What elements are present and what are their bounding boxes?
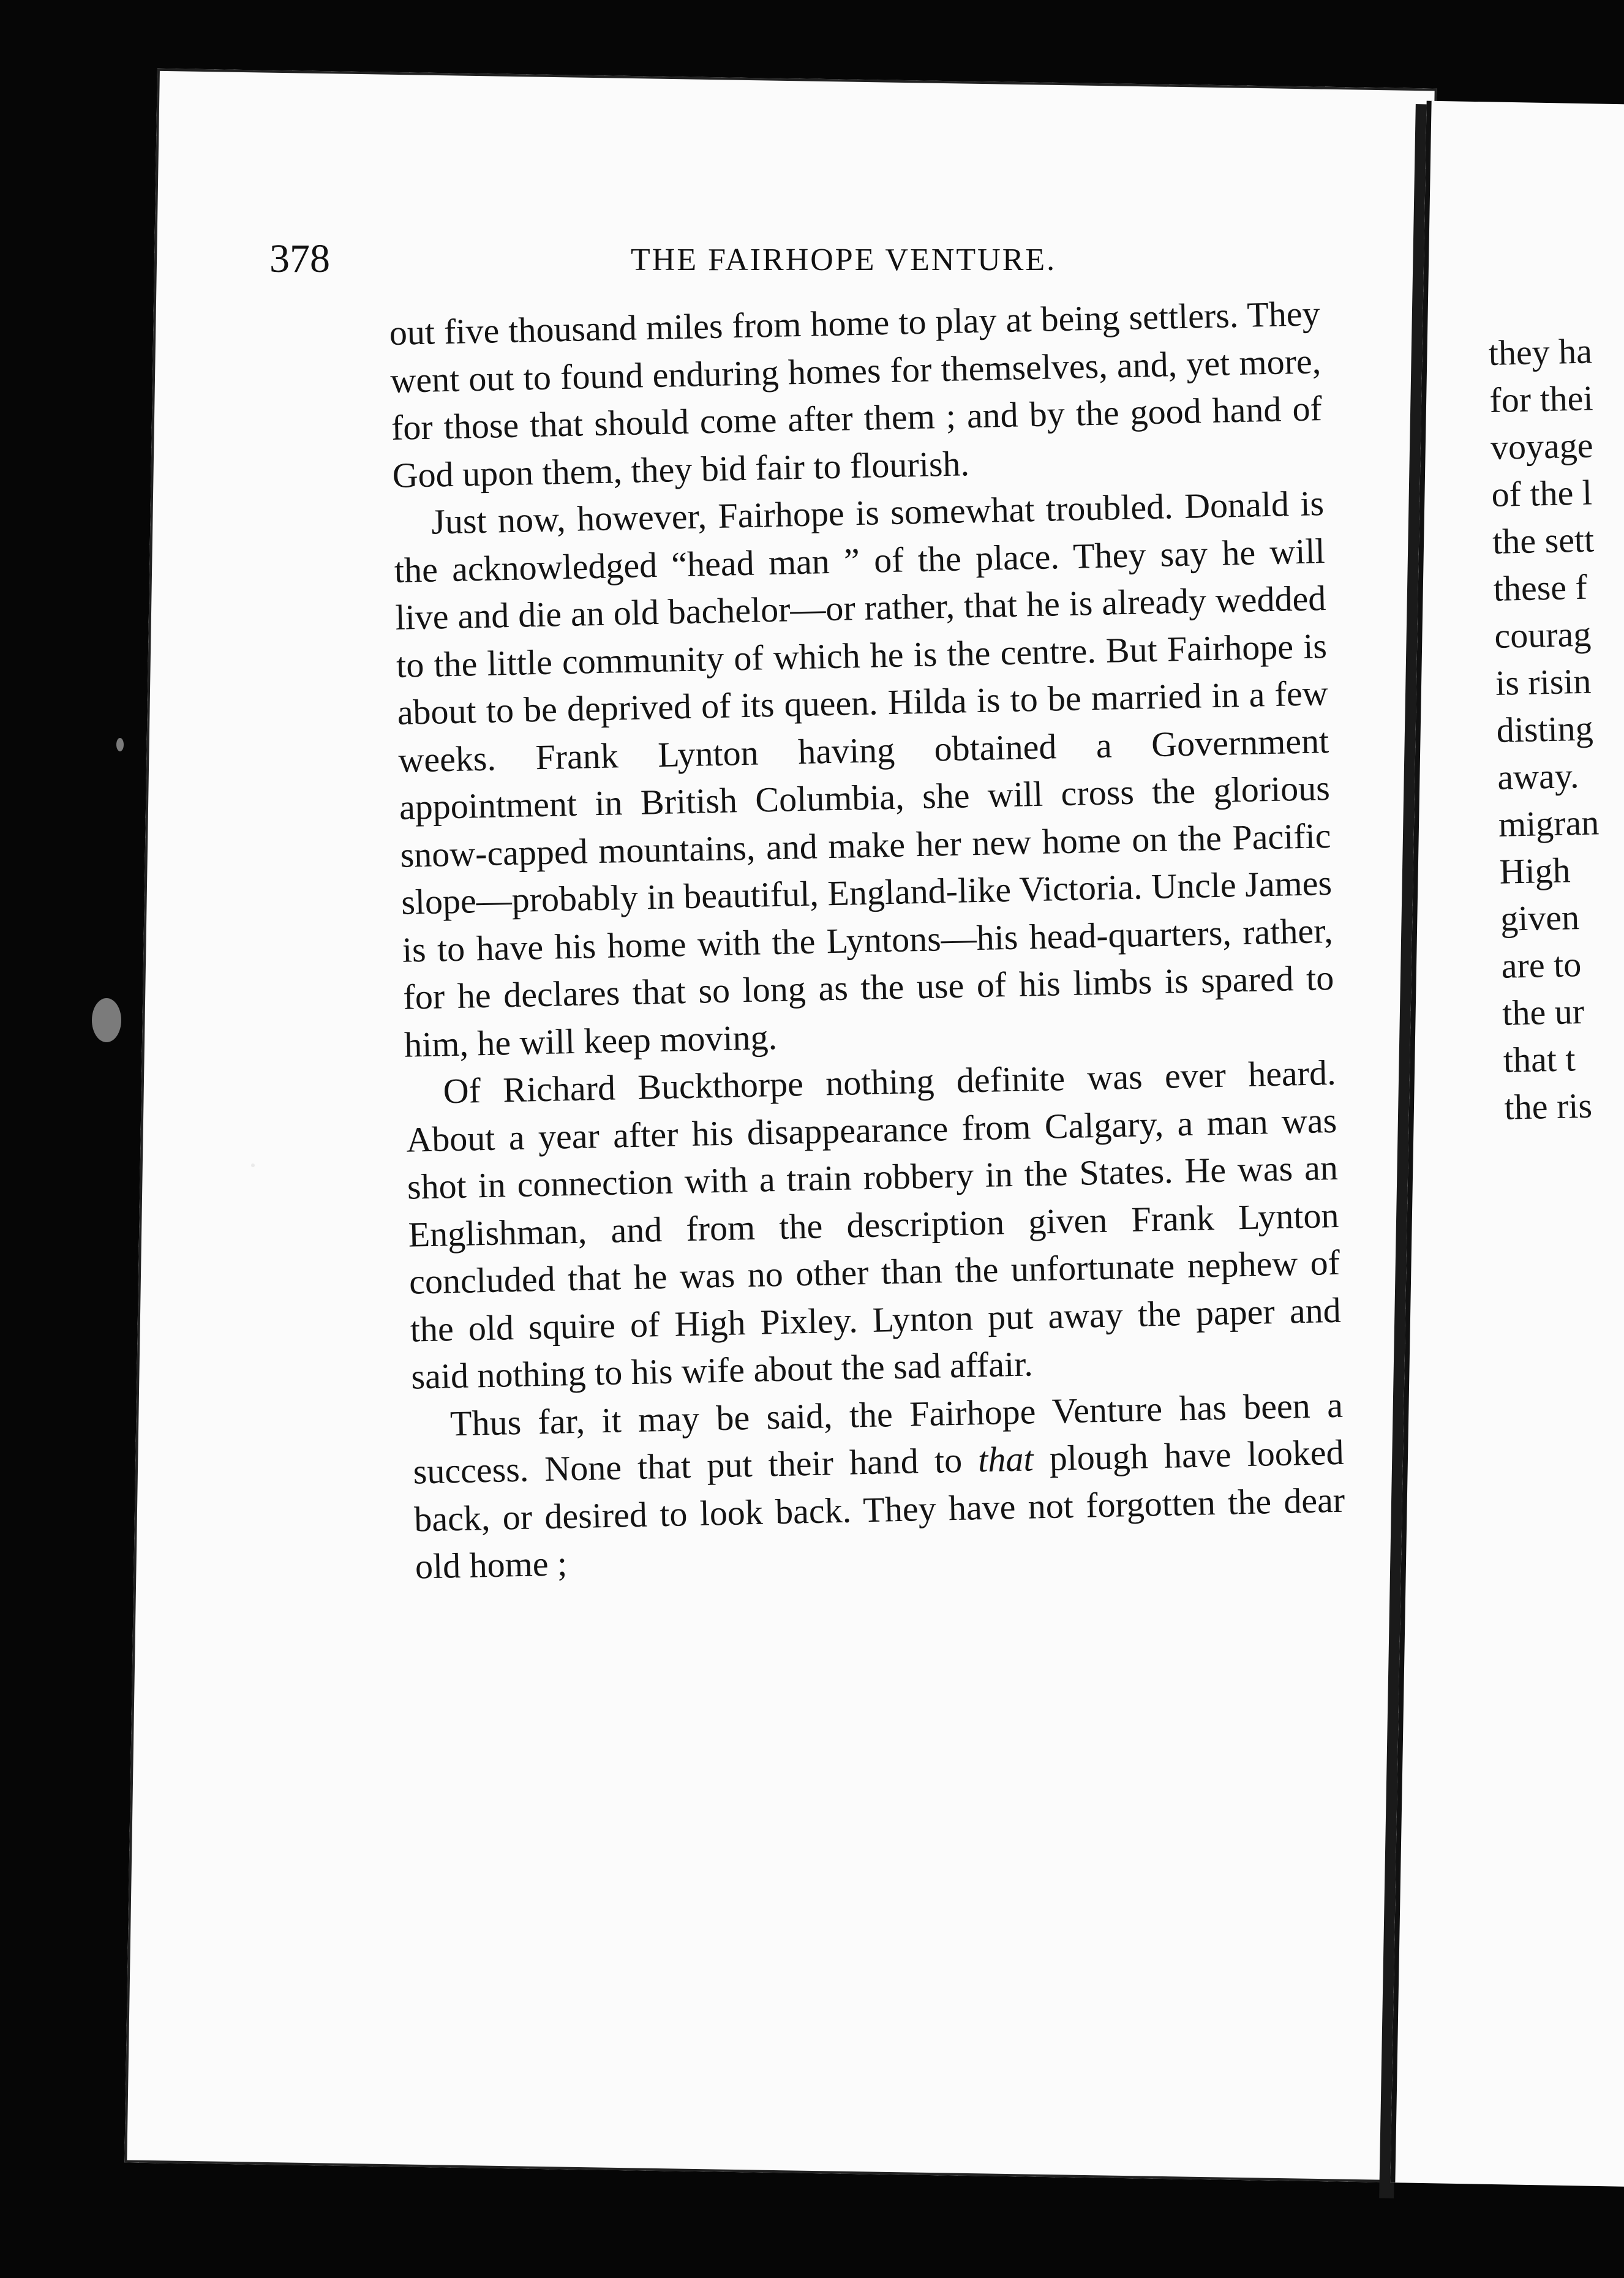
right-fragment-line: they ha [1488,331,1593,373]
paragraph-3: Of Richard Buckthorpe nothing definite was ever heard. About a year after his disappearance from Calgary, a man was shot in connection with a train robbery in the States. He was an Englishman, and from the description given Frank Lynton concluded that he was no other than the unfortunate nephew of the old squire of High Pixley. Lynton put away the paper and said nothing to his wife about the sad affair. [405,1052,1342,1397]
right-fragment-line: disting [1496,708,1594,750]
right-fragment-line: away. [1497,756,1580,797]
running-title: THE FAIRHOPE VENTURE. [631,242,1057,277]
right-fragment-line: voyage [1490,425,1594,467]
right-fragment-line: is risin [1495,661,1592,703]
paragraph-4-end: plough have looked back, or desired to look back. They have not forgotten the dear old home ; [413,1432,1345,1587]
right-fragment-line: that t [1503,1039,1576,1080]
scan-noise-speck [251,1163,255,1167]
right-fragment-line: migran [1498,802,1600,844]
paragraph-1: out five thousand miles from home to play at being settlers. They went out to found enduring homes for themselves, and, yet more, for those that should come after them ; and by the good hand of God upon them, they bid fair to flourish. [389,293,1323,495]
right-fragment-line: courag [1494,614,1592,656]
right-fragment-line: High [1498,850,1571,892]
right-fragment-line: are to [1501,944,1582,986]
right-fragment-line: these f [1493,566,1588,609]
paragraph-4 [412,1381,1346,1590]
page-number: 378 [269,236,330,281]
scan-noise-speck [92,998,121,1042]
right-fragment-line: the ris [1503,1085,1593,1127]
paragraph-4-start: Thus far, it may be said, the Fairhope Venture has been a success. None that put their hand to [413,1385,1344,1492]
right-fragment-line: of the l [1491,472,1593,514]
italic-that: that [977,1438,1034,1480]
paragraph-2: Just now, however, Fairhope is somewhat troubled. Donald is the acknowledged “head man ” of the place. They say he will live and die an old bachelor—or rather, that he is already wedded to the little community of which he is the centre. But Fairhope is about to be deprived of its queen. Hilda is to be married in a few weeks. Frank Lynton having obtained a Government appointment in British Columbia, she will cross the glorious snow-capped mountains, and make her new home on the Pacific slope—probably in beautiful, England-like Victoria. Uncle James is to have his home with the Lyntons—his head-quarters, rather, for he declares that so long as the use of his limbs is spared to him, he will keep moving. [394,483,1334,1065]
right-page-fragments [1488,326,1624,1131]
scan-noise-speck [116,738,124,751]
right-fragment-line: given [1500,897,1580,939]
right-fragment-line: the ur [1502,991,1585,1033]
right-fragment-line: for thei [1489,378,1594,420]
right-fragment-line: the sett [1492,519,1595,562]
left-page-text [389,290,1346,1590]
